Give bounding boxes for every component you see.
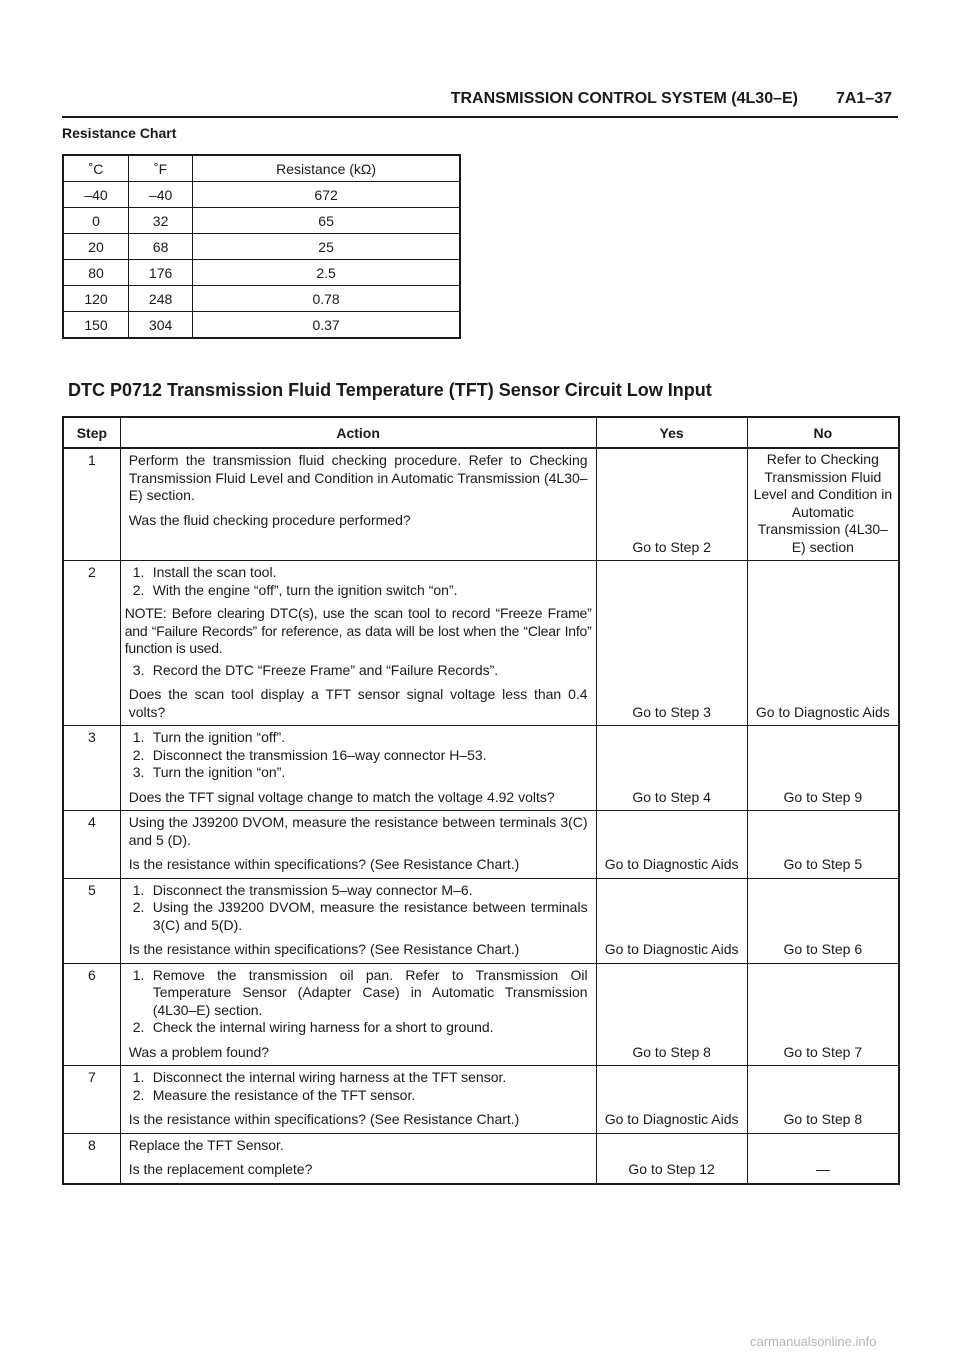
resistance-cell-fahrenheit: 248 (129, 286, 193, 312)
step-yes-result: Go to Diagnostic Aids (596, 811, 747, 879)
step-action (120, 448, 596, 561)
resistance-cell-celsius: 20 (63, 234, 129, 260)
step-no-result: Go to Step 6 (747, 878, 899, 963)
resistance-chart-header-row (63, 155, 460, 182)
resistance-chart-table (62, 154, 461, 339)
header-action: Action (120, 417, 596, 448)
list-item-text: Turn the ignition “on”. (152, 764, 286, 780)
resistance-cell-celsius: 120 (63, 286, 129, 312)
resistance-cell-celsius: 0 (63, 208, 129, 234)
resistance-row (63, 208, 460, 234)
list-item-number: 1. (132, 881, 145, 898)
section-title: TRANSMISSION CONTROL SYSTEM (4L30–E) (450, 90, 798, 107)
dtc-header-row (63, 417, 899, 448)
list-item-text: Remove the transmission oil pan. Refer to Transmission Oil Temperature Sensor (Adapter Case) in Automatic Transmission (4L30–E) section. (152, 966, 588, 1018)
header-step: Step (63, 417, 120, 448)
watermark: carmanualsonline.info (750, 1334, 877, 1349)
header-yes: Yes (596, 417, 747, 448)
action-question: Is the resistance within specifications? (See Resistance Chart.) (128, 941, 520, 957)
action-question: Does the scan tool display a TFT sensor signal voltage less than 0.4 volts? (128, 686, 588, 720)
list-item-text: Disconnect the internal wiring harness at the TFT sensor. (152, 1069, 507, 1085)
list-item-number: 3. (132, 661, 145, 678)
resistance-cell-fahrenheit: –40 (129, 182, 193, 208)
resistance-cell-resistance: 25 (193, 234, 460, 260)
list-item-number: 1. (132, 564, 145, 580)
action-text: Perform the transmission fluid checking procedure. Refer to Checking Transmission Fluid Level and Condition in Automatic Transmission (4L30–E) section. (128, 452, 588, 503)
list-item-number: 2. (132, 581, 145, 598)
step-action (120, 561, 596, 726)
resistance-cell-resistance: 65 (193, 208, 460, 234)
action-list-item (129, 1087, 588, 1105)
resistance-cell-celsius: –40 (63, 182, 129, 208)
step-action (120, 1133, 596, 1184)
dtc-step-row (63, 811, 899, 879)
action-text: Using the J39200 DVOM, measure the resistance between terminals 3(C) and 5 (D). (128, 814, 588, 848)
action-list-item (129, 662, 588, 680)
action-text: Replace the TFT Sensor. (128, 1136, 284, 1153)
resistance-cell-resistance: 2.5 (193, 260, 460, 286)
step-number: 1 (63, 448, 120, 561)
action-list-item (129, 747, 588, 765)
list-item-number: 1. (132, 1069, 145, 1085)
resistance-row (63, 312, 460, 339)
resistance-row (63, 260, 460, 286)
step-no-result: Go to Diagnostic Aids (747, 561, 899, 726)
list-item-text: Using the J39200 DVOM, measure the resistance between terminals 3(C) and 5(D). (152, 899, 588, 933)
list-item-number: 1. (132, 966, 145, 983)
action-question: Does the TFT signal voltage change to match the voltage 4.92 volts? (128, 788, 555, 805)
header-celsius: ˚C (63, 155, 129, 182)
action-question: Was the fluid checking procedure performed? (128, 511, 411, 528)
step-yes-result: Go to Step 2 (596, 448, 747, 561)
resistance-cell-celsius: 150 (63, 312, 129, 339)
action-list-item (129, 1019, 588, 1037)
step-yes-result: Go to Step 12 (596, 1133, 747, 1184)
list-item-text: With the engine “off”, turn the ignition switch “on”. (152, 581, 458, 598)
dtc-diagnostic-table (62, 416, 900, 1185)
page-header (62, 88, 898, 118)
step-no-result: — (747, 1133, 899, 1184)
dtc-step-row (63, 963, 899, 1066)
list-item-text: Install the scan tool. (152, 564, 277, 580)
header-no: No (747, 417, 899, 448)
dtc-step-row (63, 448, 899, 561)
action-question: Is the replacement complete? (128, 1161, 313, 1177)
action-list-item (129, 564, 588, 582)
step-number: 4 (63, 811, 120, 879)
action-list-item (129, 882, 588, 900)
action-list-item (129, 967, 588, 1020)
resistance-cell-celsius: 80 (63, 260, 129, 286)
resistance-cell-fahrenheit: 68 (129, 234, 193, 260)
dtc-step-row (63, 561, 899, 726)
step-no-result: Go to Step 8 (747, 1066, 899, 1134)
header-fahrenheit: ˚F (129, 155, 193, 182)
step-number: 5 (63, 878, 120, 963)
action-list-item (129, 764, 588, 782)
list-item-number: 1. (132, 729, 145, 745)
step-number: 8 (63, 1133, 120, 1184)
page-number: 7A1–37 (835, 90, 892, 107)
step-yes-result: Go to Step 3 (596, 561, 747, 726)
step-yes-result: Go to Step 8 (596, 963, 747, 1066)
list-item-text: Turn the ignition “off”. (152, 729, 286, 745)
list-item-text: Record the DTC “Freeze Frame” and “Failure Records”. (152, 661, 499, 678)
step-number: 3 (63, 726, 120, 811)
list-item-text: Disconnect the transmission 16–way connector H–53. (152, 746, 487, 763)
list-item-number: 2. (132, 899, 145, 915)
step-action (120, 811, 596, 879)
step-number: 7 (63, 1066, 120, 1134)
dtc-step-row (63, 1133, 899, 1184)
dtc-step-row (63, 1066, 899, 1134)
resistance-cell-fahrenheit: 304 (129, 312, 193, 339)
dtc-step-row (63, 726, 899, 811)
dtc-title: DTC P0712 Transmission Fluid Temperature (TFT) Sensor Circuit Low Input (68, 380, 712, 400)
step-number: 2 (63, 561, 120, 726)
list-item-text: Check the internal wiring harness for a short to ground. (152, 1019, 494, 1035)
action-list-item (129, 899, 588, 934)
action-question: Is the resistance within specifications? (See Resistance Chart.) (128, 856, 520, 872)
step-action (120, 963, 596, 1066)
step-no-result: Go to Step 7 (747, 963, 899, 1066)
resistance-row (63, 182, 460, 208)
action-note: NOTE: Before clearing DTC(s), use the scan tool to record “Freeze Frame” and “Failure Records” for reference, as data will be lost when the “Clear Info” function is used. (124, 605, 592, 656)
action-question: Was a problem found? (128, 1043, 270, 1060)
list-item-text: Measure the resistance of the TFT sensor. (152, 1086, 416, 1103)
dtc-step-row (63, 878, 899, 963)
action-list-item (129, 582, 588, 600)
action-list-item (129, 729, 588, 747)
list-item-text: Disconnect the transmission 5–way connector M–6. (152, 881, 473, 898)
step-yes-result: Go to Step 4 (596, 726, 747, 811)
list-item-number: 2. (132, 1019, 145, 1035)
list-item-number: 2. (132, 1086, 145, 1103)
resistance-row (63, 286, 460, 312)
resistance-cell-resistance: 0.78 (193, 286, 460, 312)
resistance-cell-fahrenheit: 176 (129, 260, 193, 286)
step-yes-result: Go to Diagnostic Aids (596, 1066, 747, 1134)
resistance-chart-title: Resistance Chart (62, 125, 177, 141)
step-action (120, 1066, 596, 1134)
resistance-cell-resistance: 672 (193, 182, 460, 208)
action-list-item (129, 1069, 588, 1087)
step-number: 6 (63, 963, 120, 1066)
list-item-number: 2. (132, 746, 145, 763)
step-action (120, 726, 596, 811)
resistance-cell-resistance: 0.37 (193, 312, 460, 339)
step-no-result: Go to Step 9 (747, 726, 899, 811)
resistance-row (63, 234, 460, 260)
resistance-cell-fahrenheit: 32 (129, 208, 193, 234)
list-item-number: 3. (132, 764, 145, 780)
action-question: Is the resistance within specifications? (See Resistance Chart.) (128, 1111, 520, 1127)
step-no-result: Refer to Checking Transmission Fluid Level and Condition in Automatic Transmission (4L30–E) section (747, 448, 899, 561)
header-resistance: Resistance (kΩ) (193, 155, 460, 182)
step-action (120, 878, 596, 963)
step-no-result: Go to Step 5 (747, 811, 899, 879)
step-yes-result: Go to Diagnostic Aids (596, 878, 747, 963)
